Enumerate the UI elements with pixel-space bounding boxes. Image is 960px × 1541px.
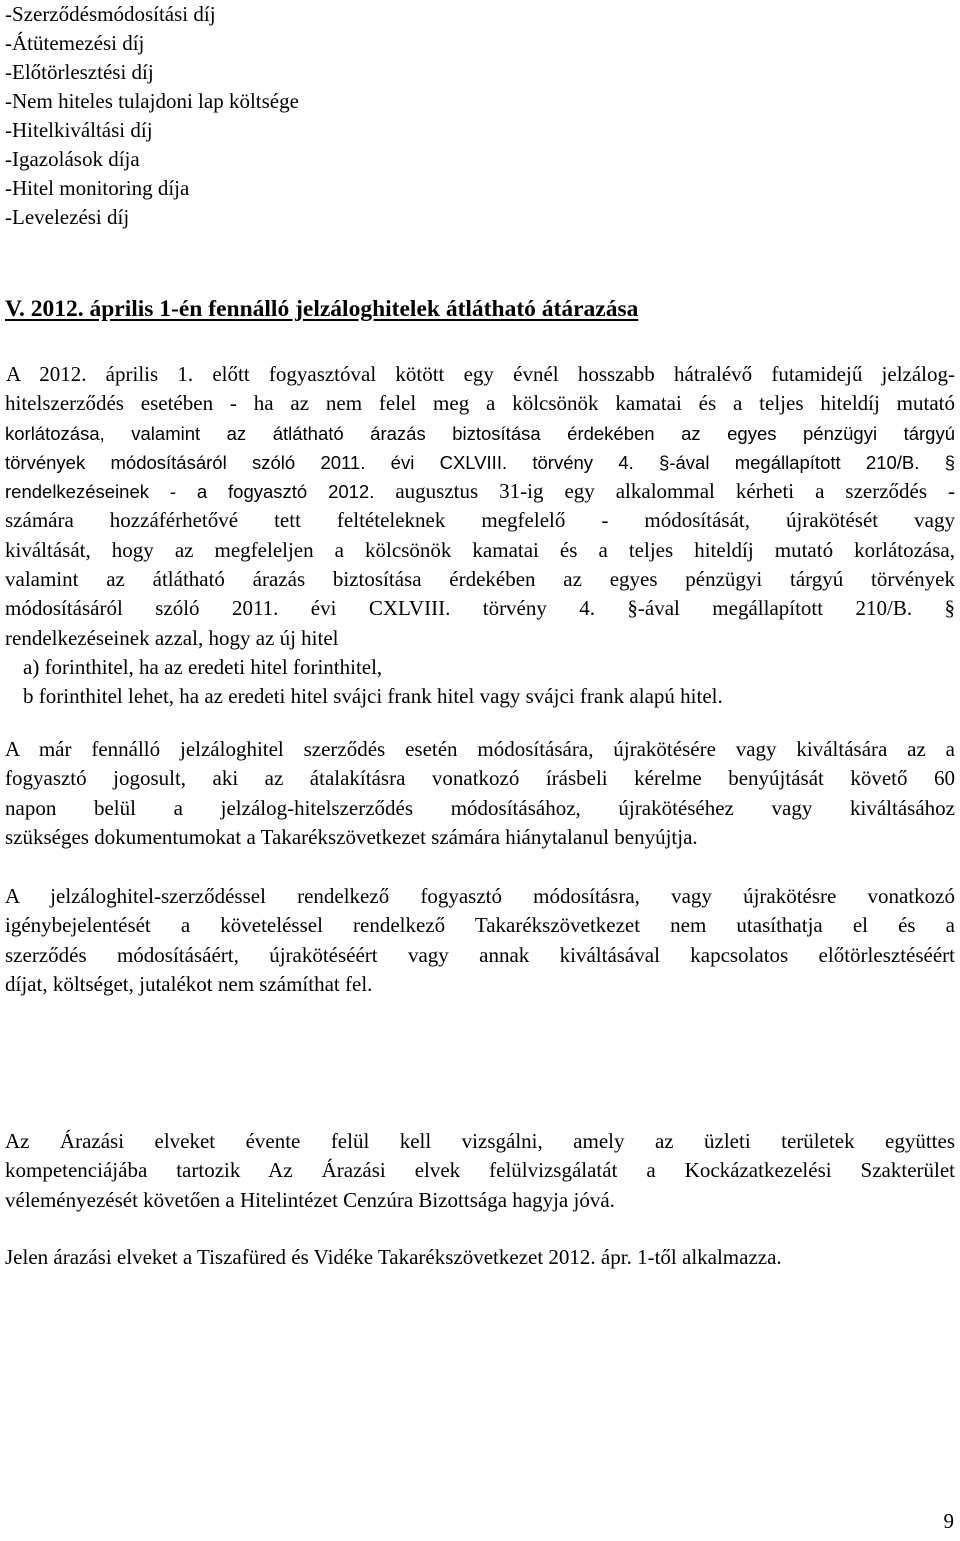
paragraph-no-refusal: [5, 882, 955, 999]
fee-item: -Hitel monitoring díja: [5, 176, 190, 200]
paragraph-line: kompetenciájába tartozik Az Árazási elvek felülvizsgálatát a Kockázatkezelési Szakterület: [5, 1158, 955, 1183]
paragraph-repricing-right: [5, 360, 955, 712]
paragraph-line-sans-part: rendelkezéseinek - a fogyasztó 2012.: [5, 481, 375, 503]
fee-item: -Hitelkiváltási díj: [5, 118, 153, 142]
paragraph-line: [5, 477, 955, 506]
paragraph-line: szerződés módosításáért, újrakötéséért vagy annak kiváltásával kapcsolatos előtörlesztéséért: [5, 942, 955, 967]
fee-list: [5, 0, 299, 232]
paragraph-eligibility: [5, 735, 955, 852]
paragraph-line: A 2012. április 1. előtt fogyasztóval kötött egy évnél hosszabb hátralévő futamidejű jelzálog-: [6, 362, 955, 386]
paragraph-line: díjat, költséget, jutalékot nem számíthat fel.: [5, 971, 373, 996]
paragraph-line: számára hozzáférhetővé tett feltételeknek megfelelő - módosítását, újrakötését vagy: [5, 508, 955, 533]
fee-item: -Szerződésmódosítási díj: [5, 2, 216, 26]
paragraph-line: hitelszerződés esetében - ha az nem felel meg a kölcsönök kamatai és a teljes hiteldíj mutató: [5, 391, 955, 416]
paragraph-line: törvények módosításáról szóló 2011. évi CXLVIII. törvény 4. §-ával megállapított 210/B. §: [5, 451, 955, 473]
paragraph-line: korlátozása, valamint az átlátható árazás biztosítása érdekében az egyes pénzügyi tárgyú: [5, 422, 955, 444]
option-item: a) forinthitel, ha az eredeti hitel forinthitel,: [23, 654, 383, 679]
option-item: b forinthitel lehet, ha az eredeti hitel svájci frank hitel vagy svájci frank alapú hitel.: [23, 684, 723, 709]
paragraph-line: rendelkezéseinek azzal, hogy az új hitel: [5, 625, 339, 650]
fee-item: -Igazolások díja: [5, 147, 140, 171]
paragraph-line: fogyasztó jogosult, aki az átalakításra vonatkozó írásbeli kérelme benyújtását követő 60: [5, 766, 955, 791]
paragraph-line: A jelzáloghitel-szerződéssel rendelkező fogyasztó módosításra, vagy újrakötésre vonatkozó: [5, 884, 955, 908]
paragraph-line: Jelen árazási elveket a Tiszafüred és Vidéke Takarékszövetkezet 2012. ápr. 1-től alkalmazza.: [5, 1245, 782, 1269]
paragraph-line: Az Árazási elveket évente felül kell vizsgálni, amely az üzleti területek együttes: [5, 1129, 955, 1153]
fee-item: -Előtörlesztési díj: [5, 60, 154, 84]
paragraph-effective-date: [5, 1243, 955, 1272]
paragraph-line-serif-part: augusztus 31-ig egy alkalommal kérheti a szerződés -: [374, 479, 955, 504]
paragraph-review: [5, 1127, 955, 1215]
paragraph-line: szükséges dokumentumokat a Takarékszövetkezet számára hiánytalanul benyújtja.: [5, 824, 698, 849]
page-number: 9: [943, 1509, 954, 1533]
fee-item: -Levelezési díj: [5, 205, 130, 229]
paragraph-line: módosításáról szóló 2011. évi CXLVIII. törvény 4. §-ával megállapított 210/B. §: [5, 596, 955, 621]
paragraph-line: napon belül a jelzálog-hitelszerződés módosításához, újrakötéséhez vagy kiváltásához: [5, 795, 955, 820]
paragraph-line: véleményezését követően a Hitelintézet Cenzúra Bizottsága hagyja jóvá.: [5, 1187, 615, 1212]
paragraph-line: A már fennálló jelzáloghitel szerződés esetén módosítására, újrakötésére vagy kiváltására az a: [5, 737, 955, 761]
section-heading: V. 2012. április 1-én fennálló jelzáloghitelek átlátható átárazása: [5, 296, 639, 322]
fee-item: -Nem hiteles tulajdoni lap költsége: [5, 89, 299, 113]
paragraph-line: kiváltását, hogy az megfeleljen a kölcsönök kamatai és a teljes hiteldíj mutató korlátozása,: [5, 537, 955, 562]
paragraph-line: valamint az átlátható árazás biztosítása érdekében az egyes pénzügyi tárgyú törvények: [5, 567, 955, 592]
fee-item: -Átütemezési díj: [5, 31, 145, 55]
paragraph-line: igénybejelentését a követeléssel rendelkező Takarékszövetkezet nem utasíthatja el és a: [5, 913, 955, 938]
